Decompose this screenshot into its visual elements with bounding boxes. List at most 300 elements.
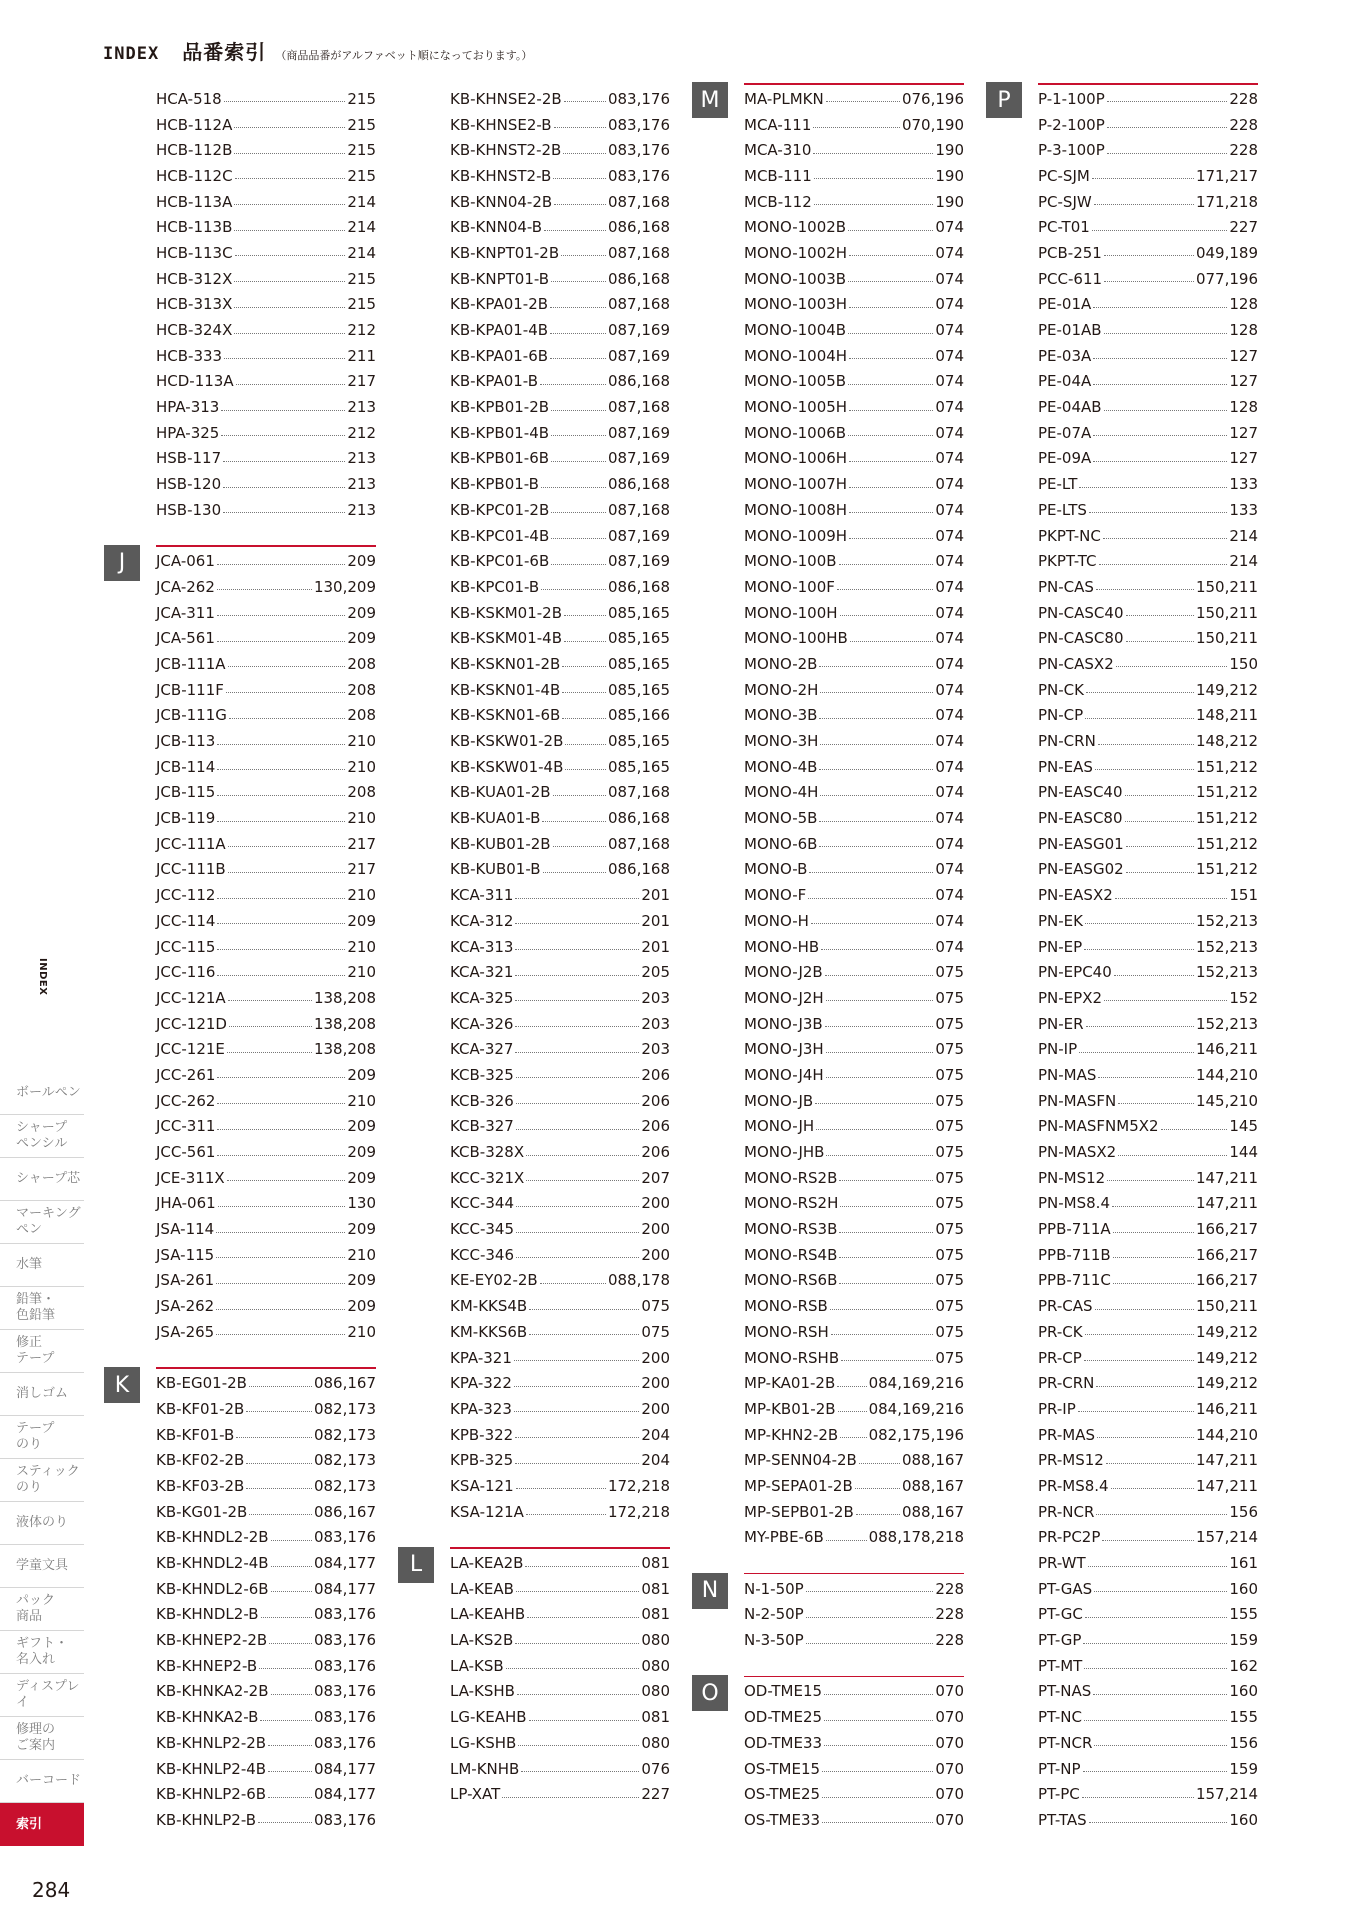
side-nav-item[interactable]: テープ のり [0, 1416, 84, 1459]
index-entry[interactable] [744, 369, 964, 395]
index-entry[interactable] [450, 86, 670, 112]
index-entry[interactable] [1038, 1550, 1258, 1576]
index-entry[interactable] [450, 112, 670, 138]
index-entry[interactable] [744, 1062, 964, 1088]
index-entry[interactable] [156, 1293, 376, 1319]
index-entry[interactable] [744, 86, 964, 112]
index-entry[interactable] [744, 1473, 964, 1499]
index-entry[interactable] [450, 523, 670, 549]
index-entry[interactable] [1038, 1653, 1258, 1679]
index-entry[interactable] [156, 831, 376, 857]
product-code: KB-KPB01-2B [450, 398, 550, 417]
index-entry[interactable] [744, 651, 964, 677]
index-entry[interactable] [1038, 523, 1258, 549]
page-number: 284 [32, 1878, 71, 1902]
index-entry[interactable] [450, 317, 670, 343]
index-entry[interactable] [450, 1216, 670, 1242]
index-entry[interactable] [450, 1345, 670, 1371]
index-entry[interactable] [1038, 1036, 1258, 1062]
index-entry[interactable] [450, 1756, 670, 1782]
index-entry[interactable] [744, 677, 964, 703]
index-entry[interactable] [156, 446, 376, 472]
index-entry[interactable] [1038, 1525, 1258, 1551]
index-entry[interactable] [1038, 1422, 1258, 1448]
index-entry[interactable] [1038, 1242, 1258, 1268]
index-entry[interactable] [156, 1242, 376, 1268]
index-entry[interactable] [1038, 1781, 1258, 1807]
index-entry[interactable] [156, 1036, 376, 1062]
index-entry[interactable] [1038, 1704, 1258, 1730]
index-entry[interactable] [450, 1114, 670, 1140]
index-entry[interactable] [744, 1807, 964, 1833]
index-entry[interactable] [744, 934, 964, 960]
index-entry[interactable] [744, 394, 964, 420]
index-entry[interactable] [744, 163, 964, 189]
index-entry[interactable] [1038, 446, 1258, 472]
index-entry[interactable] [744, 780, 964, 806]
index-entry[interactable] [156, 266, 376, 292]
index-entry[interactable] [1038, 1807, 1258, 1833]
index-entry[interactable] [450, 548, 670, 574]
product-code: HCB-112C [156, 166, 233, 185]
index-entry[interactable] [744, 1627, 964, 1653]
index-entry[interactable] [1038, 112, 1258, 138]
index-entry[interactable] [744, 754, 964, 780]
index-entry[interactable] [156, 985, 376, 1011]
index-entry[interactable] [156, 137, 376, 163]
index-entry[interactable] [744, 497, 964, 523]
index-entry[interactable] [744, 1525, 964, 1551]
index-entry[interactable] [156, 1781, 376, 1807]
index-entry[interactable] [744, 1422, 964, 1448]
side-nav-item[interactable]: 消しゴム [0, 1373, 84, 1416]
index-entry[interactable] [744, 959, 964, 985]
index-entry[interactable] [1038, 908, 1258, 934]
side-nav-item[interactable]: 水筆 [0, 1244, 84, 1287]
index-entry[interactable] [1038, 651, 1258, 677]
side-nav-item[interactable]: シャープ芯 [0, 1158, 84, 1201]
index-entry[interactable] [1038, 677, 1258, 703]
index-entry[interactable] [156, 959, 376, 985]
index-entry[interactable] [450, 343, 670, 369]
index-entry[interactable] [744, 574, 964, 600]
page-reference: 083,176 [607, 166, 670, 185]
index-entry[interactable] [450, 574, 670, 600]
page-reference: 209 [347, 1220, 376, 1239]
index-entry[interactable] [156, 1807, 376, 1833]
index-entry[interactable] [450, 446, 670, 472]
index-entry[interactable] [744, 1396, 964, 1422]
index-entry[interactable] [744, 703, 964, 729]
index-entry[interactable] [156, 1396, 376, 1422]
index-entry[interactable] [1038, 163, 1258, 189]
index-entry[interactable] [156, 497, 376, 523]
index-entry[interactable] [1038, 805, 1258, 831]
index-entry[interactable] [156, 1088, 376, 1114]
index-entry[interactable] [450, 240, 670, 266]
index-entry[interactable] [450, 1473, 670, 1499]
index-entry[interactable] [1038, 1165, 1258, 1191]
index-entry[interactable] [156, 882, 376, 908]
index-entry[interactable] [450, 394, 670, 420]
index-entry[interactable] [744, 805, 964, 831]
index-entry[interactable] [156, 86, 376, 112]
index-entry[interactable] [744, 1781, 964, 1807]
index-entry[interactable] [156, 857, 376, 883]
index-entry[interactable] [1038, 1627, 1258, 1653]
index-entry[interactable] [744, 1345, 964, 1371]
index-entry[interactable] [450, 1781, 670, 1807]
index-entry[interactable] [744, 882, 964, 908]
index-entry[interactable] [156, 420, 376, 446]
index-entry[interactable] [156, 548, 376, 574]
index-entry[interactable] [156, 908, 376, 934]
index-entry[interactable] [156, 574, 376, 600]
index-entry[interactable] [156, 1216, 376, 1242]
index-entry[interactable] [450, 831, 670, 857]
index-entry[interactable] [156, 317, 376, 343]
index-entry[interactable] [156, 728, 376, 754]
index-entry[interactable] [156, 1422, 376, 1448]
index-entry[interactable] [744, 625, 964, 651]
index-entry[interactable] [156, 1370, 376, 1396]
dot-leader [1084, 1720, 1227, 1721]
index-entry[interactable] [744, 446, 964, 472]
index-entry[interactable] [1038, 703, 1258, 729]
index-entry[interactable] [450, 1011, 670, 1037]
index-entry[interactable] [450, 1679, 670, 1705]
index-entry[interactable] [450, 1242, 670, 1268]
index-entry[interactable] [1038, 1370, 1258, 1396]
index-entry[interactable] [744, 1242, 964, 1268]
index-entry[interactable] [744, 1114, 964, 1140]
index-entry[interactable] [1038, 86, 1258, 112]
index-entry[interactable] [156, 240, 376, 266]
index-entry[interactable] [450, 677, 670, 703]
index-entry[interactable] [156, 1550, 376, 1576]
index-entry[interactable] [156, 1525, 376, 1551]
index-entry[interactable] [1038, 1319, 1258, 1345]
index-entry[interactable] [1038, 882, 1258, 908]
index-entry[interactable] [744, 1499, 964, 1525]
side-nav-item[interactable]: スティック のり [0, 1459, 84, 1502]
index-entry[interactable] [1038, 728, 1258, 754]
side-nav-item[interactable]: ボールペン [0, 1072, 84, 1115]
index-entry[interactable] [744, 214, 964, 240]
side-nav-item[interactable]: シャープ ペンシル [0, 1115, 84, 1158]
side-nav-item[interactable]: 鉛筆・ 色鉛筆 [0, 1287, 84, 1330]
index-entry[interactable] [156, 163, 376, 189]
index-entry[interactable] [450, 959, 670, 985]
index-entry[interactable] [744, 1370, 964, 1396]
index-entry[interactable] [156, 292, 376, 318]
index-entry[interactable] [450, 1268, 670, 1294]
index-entry[interactable] [156, 651, 376, 677]
side-nav-item[interactable]: 液体のり [0, 1502, 84, 1545]
index-entry[interactable] [1038, 369, 1258, 395]
index-entry[interactable] [744, 1268, 964, 1294]
index-entry[interactable] [1038, 1396, 1258, 1422]
index-entry[interactable] [1038, 625, 1258, 651]
index-entry[interactable] [1038, 137, 1258, 163]
index-entry[interactable] [1038, 1011, 1258, 1037]
index-entry[interactable] [450, 1730, 670, 1756]
index-entry[interactable] [450, 934, 670, 960]
index-entry[interactable] [1038, 548, 1258, 574]
index-entry[interactable] [744, 985, 964, 1011]
index-entry[interactable] [156, 625, 376, 651]
index-entry[interactable] [450, 420, 670, 446]
index-entry[interactable] [450, 780, 670, 806]
index-entry[interactable] [1038, 831, 1258, 857]
index-entry[interactable] [450, 189, 670, 215]
product-code: JSA-114 [156, 1220, 215, 1239]
index-entry[interactable] [156, 1319, 376, 1345]
index-entry[interactable] [156, 1627, 376, 1653]
side-nav-item[interactable]: 修正 テープ [0, 1330, 84, 1373]
index-entry[interactable] [744, 523, 964, 549]
side-nav-item[interactable]: 学童文具 [0, 1545, 84, 1588]
index-entry[interactable] [1038, 1679, 1258, 1705]
index-entry[interactable] [450, 703, 670, 729]
index-entry[interactable] [450, 214, 670, 240]
dot-leader [815, 1103, 933, 1104]
index-entry[interactable] [450, 1602, 670, 1628]
index-entry[interactable] [450, 137, 670, 163]
index-entry[interactable] [156, 1268, 376, 1294]
index-entry[interactable] [156, 1447, 376, 1473]
index-entry[interactable] [450, 1036, 670, 1062]
index-entry[interactable] [1038, 343, 1258, 369]
index-entry[interactable] [156, 1499, 376, 1525]
index-entry[interactable] [450, 1653, 670, 1679]
index-entry[interactable] [1038, 1268, 1258, 1294]
side-nav-item[interactable]: バーコード [0, 1760, 84, 1803]
index-entry[interactable] [1038, 959, 1258, 985]
index-entry[interactable] [156, 1576, 376, 1602]
index-entry[interactable] [450, 163, 670, 189]
index-entry[interactable] [450, 1550, 670, 1576]
index-entry[interactable] [156, 805, 376, 831]
index-entry[interactable] [156, 1730, 376, 1756]
index-entry[interactable] [450, 369, 670, 395]
index-entry[interactable] [156, 1114, 376, 1140]
index-entry[interactable] [1038, 1191, 1258, 1217]
index-entry[interactable] [156, 471, 376, 497]
index-entry[interactable] [450, 805, 670, 831]
index-entry[interactable] [450, 882, 670, 908]
index-entry[interactable] [156, 214, 376, 240]
index-entry[interactable] [1038, 189, 1258, 215]
index-entry[interactable] [1038, 934, 1258, 960]
side-nav-item[interactable]: ディスプレイ [0, 1674, 84, 1717]
dot-leader [551, 410, 606, 411]
index-entry[interactable] [156, 1139, 376, 1165]
index-entry[interactable] [1038, 420, 1258, 446]
index-entry[interactable] [1038, 1062, 1258, 1088]
index-entry[interactable] [156, 934, 376, 960]
index-entry[interactable] [744, 137, 964, 163]
index-entry[interactable] [450, 1499, 670, 1525]
index-entry[interactable] [1038, 292, 1258, 318]
index-entry[interactable] [450, 1422, 670, 1448]
index-entry[interactable] [744, 471, 964, 497]
index-entry[interactable] [156, 703, 376, 729]
index-entry[interactable] [450, 985, 670, 1011]
index-entry[interactable] [1038, 1499, 1258, 1525]
index-entry[interactable] [1038, 214, 1258, 240]
index-entry[interactable] [744, 240, 964, 266]
page-reference: 074 [935, 552, 964, 571]
index-entry[interactable] [1038, 780, 1258, 806]
index-entry[interactable] [156, 189, 376, 215]
index-entry[interactable] [450, 1704, 670, 1730]
index-entry[interactable] [156, 677, 376, 703]
index-entry[interactable] [1038, 1576, 1258, 1602]
index-entry[interactable] [156, 780, 376, 806]
index-entry[interactable] [450, 1062, 670, 1088]
index-entry[interactable] [450, 1396, 670, 1422]
index-entry[interactable] [744, 266, 964, 292]
side-nav-item[interactable]: マーキング ペン [0, 1201, 84, 1244]
index-entry[interactable] [1038, 394, 1258, 420]
index-entry[interactable] [744, 1679, 964, 1705]
index-entry[interactable] [450, 600, 670, 626]
index-entry[interactable] [1038, 754, 1258, 780]
index-entry[interactable] [744, 343, 964, 369]
dot-leader [223, 512, 345, 513]
index-entry[interactable] [744, 1447, 964, 1473]
index-entry[interactable] [744, 112, 964, 138]
index-entry[interactable] [744, 908, 964, 934]
index-entry[interactable] [450, 1293, 670, 1319]
index-entry[interactable] [744, 1704, 964, 1730]
index-entry[interactable] [744, 728, 964, 754]
index-entry[interactable] [450, 497, 670, 523]
index-entry[interactable] [156, 1756, 376, 1782]
index-entry[interactable] [744, 857, 964, 883]
index-entry[interactable] [156, 1602, 376, 1628]
index-entry[interactable] [450, 1627, 670, 1653]
index-entry[interactable] [744, 1216, 964, 1242]
index-entry[interactable] [450, 1139, 670, 1165]
index-entry[interactable] [156, 369, 376, 395]
index-entry[interactable] [744, 1602, 964, 1628]
index-entry[interactable] [156, 1653, 376, 1679]
index-entry[interactable] [450, 266, 670, 292]
index-entry[interactable] [744, 1165, 964, 1191]
index-entry[interactable] [744, 831, 964, 857]
index-entry[interactable] [450, 625, 670, 651]
index-entry[interactable] [744, 1011, 964, 1037]
index-entry[interactable] [744, 1191, 964, 1217]
index-entry[interactable] [1038, 1088, 1258, 1114]
index-entry[interactable] [450, 292, 670, 318]
index-entry[interactable] [1038, 574, 1258, 600]
index-entry[interactable] [744, 1730, 964, 1756]
index-entry[interactable] [450, 1088, 670, 1114]
index-entry[interactable] [744, 292, 964, 318]
index-entry[interactable] [156, 1011, 376, 1037]
dot-leader [1093, 358, 1227, 359]
side-nav-item[interactable]: パック 商品 [0, 1588, 84, 1631]
index-entry[interactable] [156, 1165, 376, 1191]
index-entry[interactable] [156, 394, 376, 420]
index-entry[interactable] [1038, 1447, 1258, 1473]
index-entry[interactable] [156, 112, 376, 138]
dot-leader [234, 230, 345, 231]
side-nav-item[interactable]: 索引 [0, 1803, 84, 1846]
side-nav-item[interactable]: ギフト・ 名入れ [0, 1631, 84, 1674]
index-entry[interactable] [156, 1191, 376, 1217]
index-entry[interactable] [744, 1088, 964, 1114]
index-entry[interactable] [450, 728, 670, 754]
index-entry[interactable] [1038, 1114, 1258, 1140]
index-entry[interactable] [156, 1473, 376, 1499]
index-entry[interactable] [1038, 1756, 1258, 1782]
index-entry[interactable] [450, 651, 670, 677]
index-entry[interactable] [744, 189, 964, 215]
index-entry[interactable] [156, 1062, 376, 1088]
index-entry[interactable] [1038, 985, 1258, 1011]
index-entry[interactable] [744, 420, 964, 446]
index-entry[interactable] [1038, 857, 1258, 883]
index-entry[interactable] [450, 1319, 670, 1345]
index-entry[interactable] [450, 754, 670, 780]
index-entry[interactable] [1038, 266, 1258, 292]
index-entry[interactable] [744, 600, 964, 626]
index-entry[interactable] [156, 600, 376, 626]
index-entry[interactable] [450, 471, 670, 497]
index-entry[interactable] [450, 1165, 670, 1191]
index-entry[interactable] [156, 343, 376, 369]
index-entry[interactable] [744, 1756, 964, 1782]
index-entry[interactable] [156, 1679, 376, 1705]
index-entry[interactable] [156, 1704, 376, 1730]
index-entry[interactable] [1038, 1345, 1258, 1371]
index-entry[interactable] [450, 1576, 670, 1602]
index-entry[interactable] [1038, 1730, 1258, 1756]
index-entry[interactable] [1038, 471, 1258, 497]
index-entry[interactable] [1038, 1216, 1258, 1242]
index-entry[interactable] [744, 548, 964, 574]
index-entry[interactable] [744, 1036, 964, 1062]
index-entry[interactable] [1038, 1473, 1258, 1499]
index-entry[interactable] [744, 1139, 964, 1165]
index-entry[interactable] [744, 1319, 964, 1345]
index-entry[interactable] [744, 1293, 964, 1319]
side-nav-item[interactable]: 修理の ご案内 [0, 1717, 84, 1760]
index-entry[interactable] [450, 857, 670, 883]
index-entry[interactable] [1038, 240, 1258, 266]
index-entry[interactable] [156, 754, 376, 780]
index-entry[interactable] [1038, 1602, 1258, 1628]
index-entry[interactable] [450, 1191, 670, 1217]
index-entry[interactable] [744, 1576, 964, 1602]
index-entry[interactable] [1038, 317, 1258, 343]
product-code: JCC-121E [156, 1040, 225, 1059]
index-entry[interactable] [450, 1447, 670, 1473]
index-entry[interactable] [1038, 600, 1258, 626]
index-entry[interactable] [1038, 1293, 1258, 1319]
index-entry[interactable] [450, 908, 670, 934]
index-entry[interactable] [450, 1370, 670, 1396]
product-code: PR-IP [1038, 1399, 1076, 1418]
product-code: PR-PC2P [1038, 1528, 1101, 1547]
index-entry[interactable] [744, 317, 964, 343]
index-entry[interactable] [1038, 497, 1258, 523]
index-entry[interactable] [1038, 1139, 1258, 1165]
